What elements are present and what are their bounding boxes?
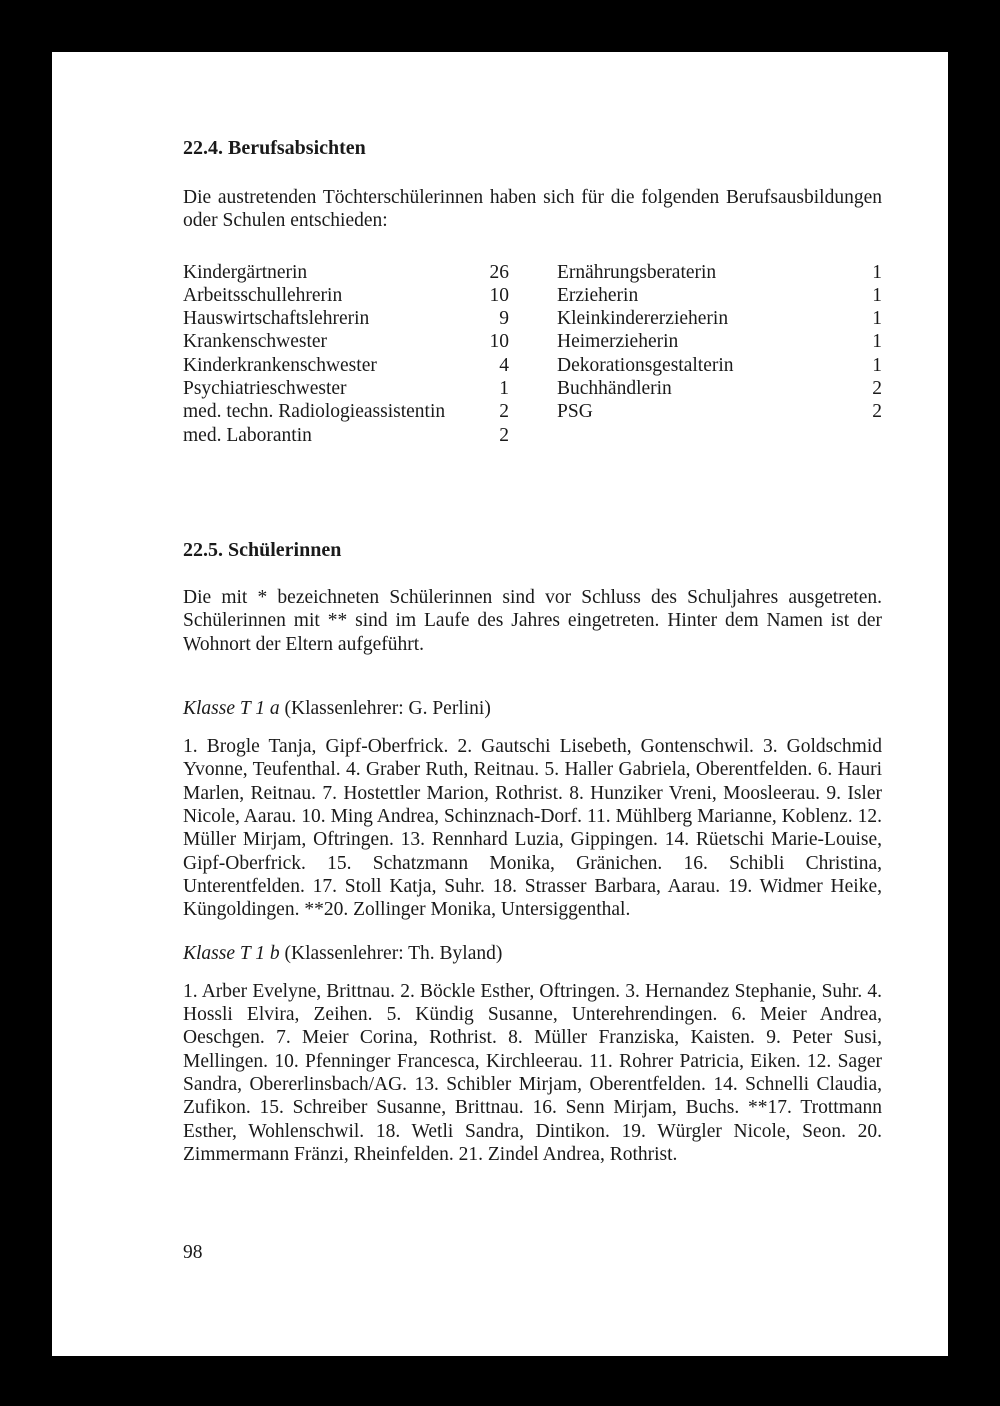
list-item: med. Laborantin 2 (183, 424, 509, 446)
list-item: Buchhändlerin 2 (557, 378, 882, 400)
list-item: Hauswirtschaftslehrerin 9 (183, 308, 509, 330)
list-item: Ernährungsberaterin 1 (557, 261, 882, 283)
list-item: PSG 2 (557, 401, 882, 423)
list-item: med. techn. Radiologieassistentin 2 (183, 401, 509, 423)
berufsabsichten-intro: Die austretenden Töchterschülerinnen haben sich für die folgenden Berufsausbildungen oder Schulen entschieden: (183, 187, 882, 232)
list-item: Erzieherin 1 (557, 284, 882, 306)
section-heading-berufsabsichten: 22.4. Berufsabsichten (183, 137, 366, 159)
page-number: 98 (183, 1242, 203, 1263)
section-heading-schuelerinnen: 22.5. Schülerinnen (183, 538, 342, 561)
list-item: Kinderkrankenschwester 4 (183, 354, 509, 376)
schuelerinnen-intro: Die mit * bezeichneten Schülerinnen sind vor Schluss des Schuljahres ausgetreten. Schülerinnen mit ** sind im Laufe des Jahres eingetreten. Hinter dem Namen ist der Wohnort der Eltern aufgeführt. (183, 586, 882, 655)
document-page (52, 52, 948, 1356)
class-list-t1a: 1. Brogle Tanja, Gipf-Oberfrick. 2. Gautschi Lisebeth, Gontenschwil. 3. Goldschmid Yvonne, Teufenthal. 4. Graber Ruth, Reitnau. 5. Haller Gabriela, Oberentfelden. 6. Hauri Marlen, Reitnau. 7. Hostettler Marion, Rothrist. 8. Hunziker Vreni, Moosleerau. 9. Isler Nicole, Aarau. 10. Ming Andrea, Schinznach-Dorf. 11. Mühlberg Marianne, Koblenz. 12. Müller Mirjam, Oftringen. 13. Rennhard Luzia, Gippingen. 14. Rüetschi Marie-Louise, Gipf-Oberfrick. 15. Schatzmann Monika, Gränichen. 16. Schibli Christina, Unterentfelden. 17. Stoll Katja, Suhr. 18. Strasser Barbara, Aarau. 19. Widmer Heike, Küngoldingen. **20. Zollinger Monika, Untersiggenthal. (183, 736, 882, 921)
list-item: Dekorationsgestalterin 1 (557, 354, 882, 376)
list-item: Psychiatrieschwester 1 (183, 378, 509, 400)
list-item: Arbeitsschullehrerin 10 (183, 284, 509, 306)
class-title-t1a: Klasse T 1 a (Klassenlehrer: G. Perlini) (183, 697, 491, 719)
right-list (557, 261, 882, 447)
class-title-t1b: Klasse T 1 b (Klassenlehrer: Th. Byland) (183, 942, 503, 964)
list-item: Kleinkindererzieherin 1 (557, 308, 882, 330)
page-content (183, 136, 882, 1166)
class-list-t1b: 1. Arber Evelyne, Brittnau. 2. Böckle Esther, Oftringen. 3. Hernandez Stephanie, Suhr. 4. Hossli Elvira, Zeihen. 5. Kündig Susanne, Unterehrendingen. 6. Meier Andrea, Oeschgen. 7. Meier Corina, Rothrist. 8. Müller Franziska, Kaisten. 9. Peter Susi, Mellingen. 10. Pfenninger Francesca, Kirchleerau. 11. Rohrer Patricia, Eiken. 12. Sager Sandra, Obererlinsbach/AG. 13. Schibler Mirjam, Oberentfelden. 14. Schnelli Claudia, Zufikon. 15. Schreiber Susanne, Brittnau. 16. Senn Mirjam, Buchs. **17. Trottmann Esther, Wohlenschwil. 18. Wetli Sandra, Dintikon. 19. Würgler Nicole, Seon. 20. Zimmermann Fränzi, Rheinfelden. 21. Zindel Andrea, Rothrist. (183, 980, 882, 1165)
list-item: Heimerzieherin 1 (557, 331, 882, 353)
left-list (183, 261, 509, 447)
list-item: Kindergärtnerin 26 (183, 261, 509, 283)
berufsabsichten-lists (183, 261, 882, 447)
list-item: Krankenschwester 10 (183, 331, 509, 353)
